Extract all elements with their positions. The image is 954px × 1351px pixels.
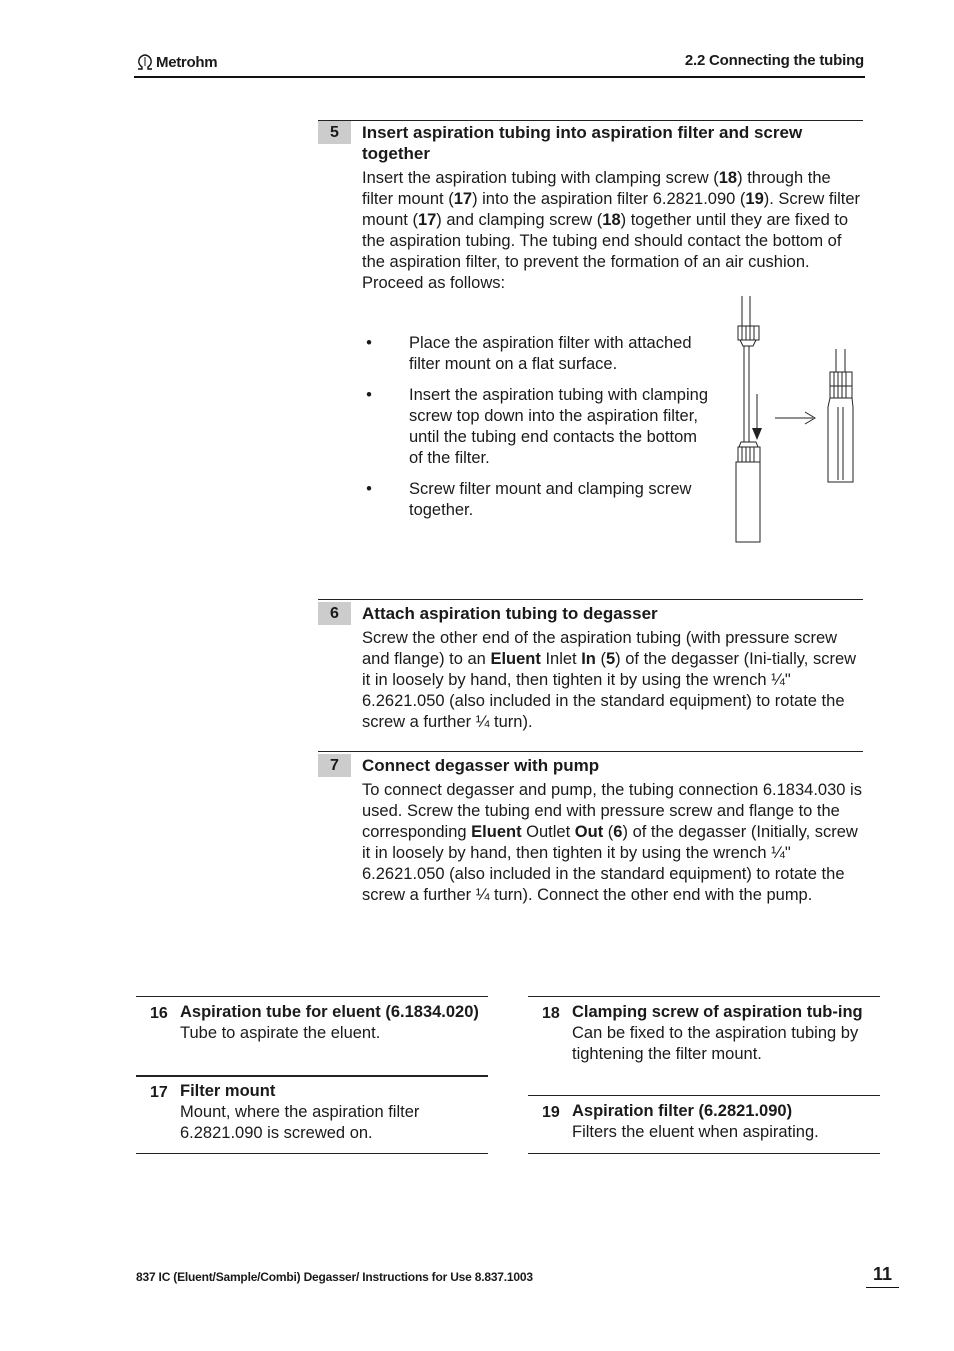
- bullet-icon: •: [366, 334, 372, 352]
- legend-item: [136, 1081, 488, 1144]
- brand-logo: [136, 52, 217, 72]
- procedure-list: [362, 333, 712, 531]
- step-body: Insert the aspiration tubing with clamping screw (18) through the filter mount (17) into the aspiration filter 6.2821.090 (19). Screw filter mount (17) and clamping screw (18) together until they are fixed to the aspiration tubing. The tubing end should contact the bottom of the aspiration filter, to prevent the formation of an air cushion. Proceed as follows:: [362, 169, 861, 292]
- legend-divider: [528, 996, 880, 997]
- step-body: To connect degasser and pump, the tubing connection 6.1834.030 is used. Screw the tubing end with pressure screw and flange to the corresponding Eluent Outlet Out (6) of the degasser (Initially, screw it in loosely by hand, then tighten it by using the wrench ¼" 6.2621.050 (also included in the standard equipment) to rotate the screw a further ¼ turn). Connect the other end with the pump.: [362, 781, 862, 904]
- header-rule: [134, 76, 865, 78]
- legend-title: Filter mount: [180, 1082, 276, 1100]
- legend-title: Aspiration tube for eluent (6.1834.020): [180, 1003, 479, 1021]
- legend-description: Tube to aspirate the eluent.: [180, 1024, 381, 1042]
- step-divider: [318, 599, 863, 600]
- legend-item: [136, 1002, 488, 1044]
- legend-item: [528, 1101, 880, 1143]
- step-divider: [318, 751, 863, 752]
- legend-divider: [528, 1153, 880, 1154]
- bullet-icon: •: [366, 386, 372, 404]
- step-divider: [318, 120, 863, 121]
- legend-description: Can be fixed to the aspiration tubing by tightening the filter mount.: [572, 1024, 859, 1063]
- legend-divider: [136, 996, 488, 997]
- legend-divider: [528, 1095, 880, 1096]
- legend-number: 16: [150, 1005, 168, 1022]
- document-reference: 837 IC (Eluent/Sample/Combi) Degasser/ Instructions for Use 8.837.1003: [136, 1270, 533, 1284]
- step-number: 5: [318, 121, 351, 144]
- metrohm-omega-icon: [136, 54, 154, 70]
- legend-number: 19: [542, 1104, 560, 1121]
- step-number: 6: [318, 602, 351, 625]
- step-title: Insert aspiration tubing into aspiration filter and screw together: [362, 123, 803, 163]
- legend-item: [528, 1002, 880, 1065]
- legend-description: Mount, where the aspiration filter 6.2821.090 is screwed on.: [180, 1103, 420, 1142]
- list-item: • Insert the aspiration tubing with clamping screw top down into the aspiration filter, until the tubing end contacts the bottom of the filter.: [362, 385, 712, 469]
- page-number: 11: [866, 1261, 899, 1288]
- legend-divider: [136, 1153, 488, 1154]
- list-item: • Place the aspiration filter with attached filter mount on a flat surface.: [362, 333, 712, 375]
- aspiration-filter-illustration: [725, 292, 865, 547]
- bullet-icon: •: [366, 480, 372, 498]
- list-item: • Screw filter mount and clamping screw together.: [362, 479, 712, 521]
- brand-name: Metrohm: [156, 53, 218, 71]
- legend-title: Clamping screw of aspiration tub-ing: [572, 1003, 863, 1021]
- step-number: 7: [318, 754, 351, 777]
- legend-divider: [136, 1075, 488, 1077]
- section-title: 2.2 Connecting the tubing: [684, 52, 864, 69]
- step-title: Attach aspiration tubing to degasser: [362, 604, 658, 623]
- legend-number: 17: [150, 1084, 168, 1101]
- legend-title: Aspiration filter (6.2821.090): [572, 1102, 793, 1120]
- step-title: Connect degasser with pump: [362, 756, 600, 775]
- legend-description: Filters the eluent when aspirating.: [572, 1123, 819, 1141]
- legend-number: 18: [542, 1005, 560, 1022]
- step-body: Screw the other end of the aspiration tubing (with pressure screw and flange) to an Eluent Inlet In (5) of the degasser (Ini-tially, screw it in loosely by hand, then tighten it by using the wrench ¼" 6.2621.050 (also included in the standard equipment) to rotate the screw a further ¼ turn).: [362, 629, 857, 731]
